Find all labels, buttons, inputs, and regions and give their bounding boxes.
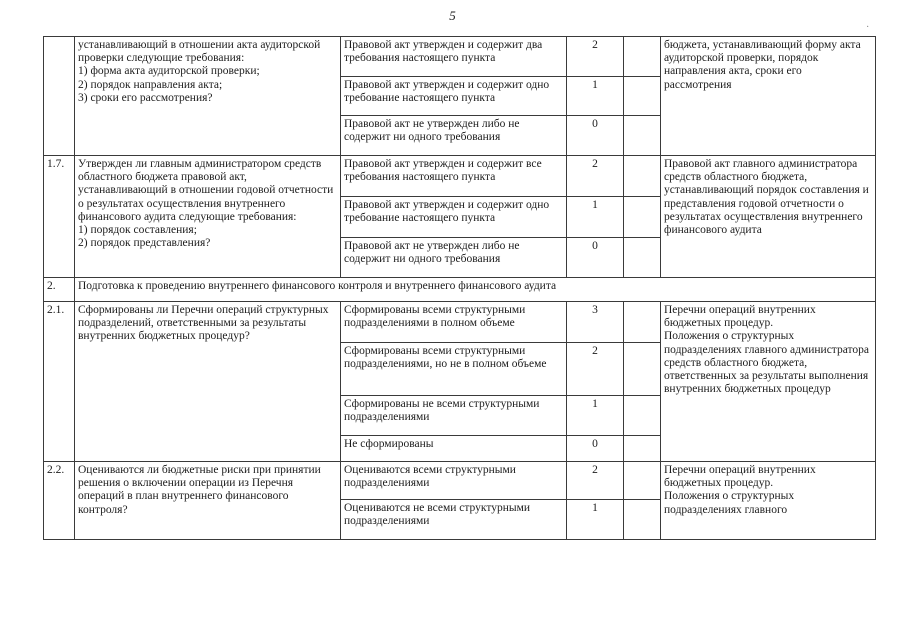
- row-number: 2.2.: [44, 462, 75, 540]
- table-row: [44, 302, 876, 343]
- score-value: 3: [567, 302, 624, 343]
- result-cell: [624, 197, 661, 238]
- result-cell: [624, 500, 661, 540]
- result-cell: [624, 77, 661, 116]
- row-number: 1.7.: [44, 156, 75, 278]
- criterion-question: Сформированы ли Перечни операций структурных подразделений, ответственными за результаты внутренних бюджетных процедур?: [75, 302, 341, 462]
- score-value: 1: [567, 77, 624, 116]
- result-cell: [624, 462, 661, 500]
- score-value: 1: [567, 396, 624, 436]
- table-row: [44, 462, 876, 500]
- score-value: 0: [567, 116, 624, 156]
- scan-mark: ·: [866, 22, 870, 33]
- result-cell: [624, 116, 661, 156]
- score-value: 2: [567, 37, 624, 77]
- section-number: 2.: [44, 278, 75, 302]
- criterion-option: Правовой акт не утвержден либо не содержит ни одного требования: [341, 238, 567, 278]
- score-value: 1: [567, 500, 624, 540]
- result-cell: [624, 37, 661, 77]
- criterion-option: Сформированы всеми структурными подразделениями в полном объеме: [341, 302, 567, 343]
- row-number: [44, 37, 75, 156]
- supporting-documents: Перечни операций внутренних бюджетных процедур. Положения о структурных подразделениях главного администратора средств областного бюджета, ответственных за результаты выполнения внутренних бюджетных процедур: [661, 302, 876, 462]
- criterion-question: Оцениваются ли бюджетные риски при принятии решения о включении операции из Перечня операций в план внутреннего финансового контроля?: [75, 462, 341, 540]
- result-cell: [624, 396, 661, 436]
- criterion-question: устанавливающий в отношении акта аудиторской проверки следующие требования: 1) форма акта аудиторской проверки; 2) порядок направления акта; 3) сроки его рассмотрения?: [75, 37, 341, 156]
- page-number: 5: [449, 8, 456, 23]
- criterion-option: Не сформированы: [341, 436, 567, 462]
- score-value: 0: [567, 238, 624, 278]
- criterion-option: Правовой акт утвержден и содержит все требования настоящего пункта: [341, 156, 567, 197]
- criterion-option: Сформированы всеми структурными подразделениями, но не в полном объеме: [341, 343, 567, 396]
- score-value: 2: [567, 156, 624, 197]
- criterion-option: Оцениваются всеми структурными подразделениями: [341, 462, 567, 500]
- section-title: Подготовка к проведению внутреннего финансового контроля и внутреннего финансового аудита: [75, 278, 876, 302]
- criterion-option: Правовой акт утвержден и содержит одно требование настоящего пункта: [341, 77, 567, 116]
- criterion-option: Правовой акт утвержден и содержит два требования настоящего пункта: [341, 37, 567, 77]
- supporting-documents: бюджета, устанавливающий форму акта аудиторской проверки, порядок направления акта, сроки его рассмотрения: [661, 37, 876, 156]
- result-cell: [624, 343, 661, 396]
- result-cell: [624, 436, 661, 462]
- criterion-option: Сформированы не всеми структурными подразделениями: [341, 396, 567, 436]
- supporting-documents: Правовой акт главного администратора средств областного бюджета, устанавливающий порядок составления и представления годовой отчетности о результатах осуществления внутреннего финансового аудита: [661, 156, 876, 278]
- table-row: [44, 37, 876, 77]
- result-cell: [624, 302, 661, 343]
- section-header-row: [44, 278, 876, 302]
- score-value: 1: [567, 197, 624, 238]
- supporting-documents: Перечни операций внутренних бюджетных процедур. Положения о структурных подразделениях главного: [661, 462, 876, 540]
- row-number: 2.1.: [44, 302, 75, 462]
- score-value: 2: [567, 343, 624, 396]
- criterion-question: Утвержден ли главным администратором средств областного бюджета правовой акт, устанавливающий в отношении годовой отчетности о результатах осуществления внутреннего финансового аудита следующие требования: 1) порядок составления; 2) порядок представления?: [75, 156, 341, 278]
- result-cell: [624, 156, 661, 197]
- criterion-option: Правовой акт не утвержден либо не содержит ни одного требования: [341, 116, 567, 156]
- table-row: [44, 156, 876, 197]
- criterion-option: Правовой акт утвержден и содержит одно требование настоящего пункта: [341, 197, 567, 238]
- result-cell: [624, 238, 661, 278]
- evaluation-table: [43, 36, 876, 540]
- score-value: 2: [567, 462, 624, 500]
- score-value: 0: [567, 436, 624, 462]
- criterion-option: Оцениваются не всеми структурными подразделениями: [341, 500, 567, 540]
